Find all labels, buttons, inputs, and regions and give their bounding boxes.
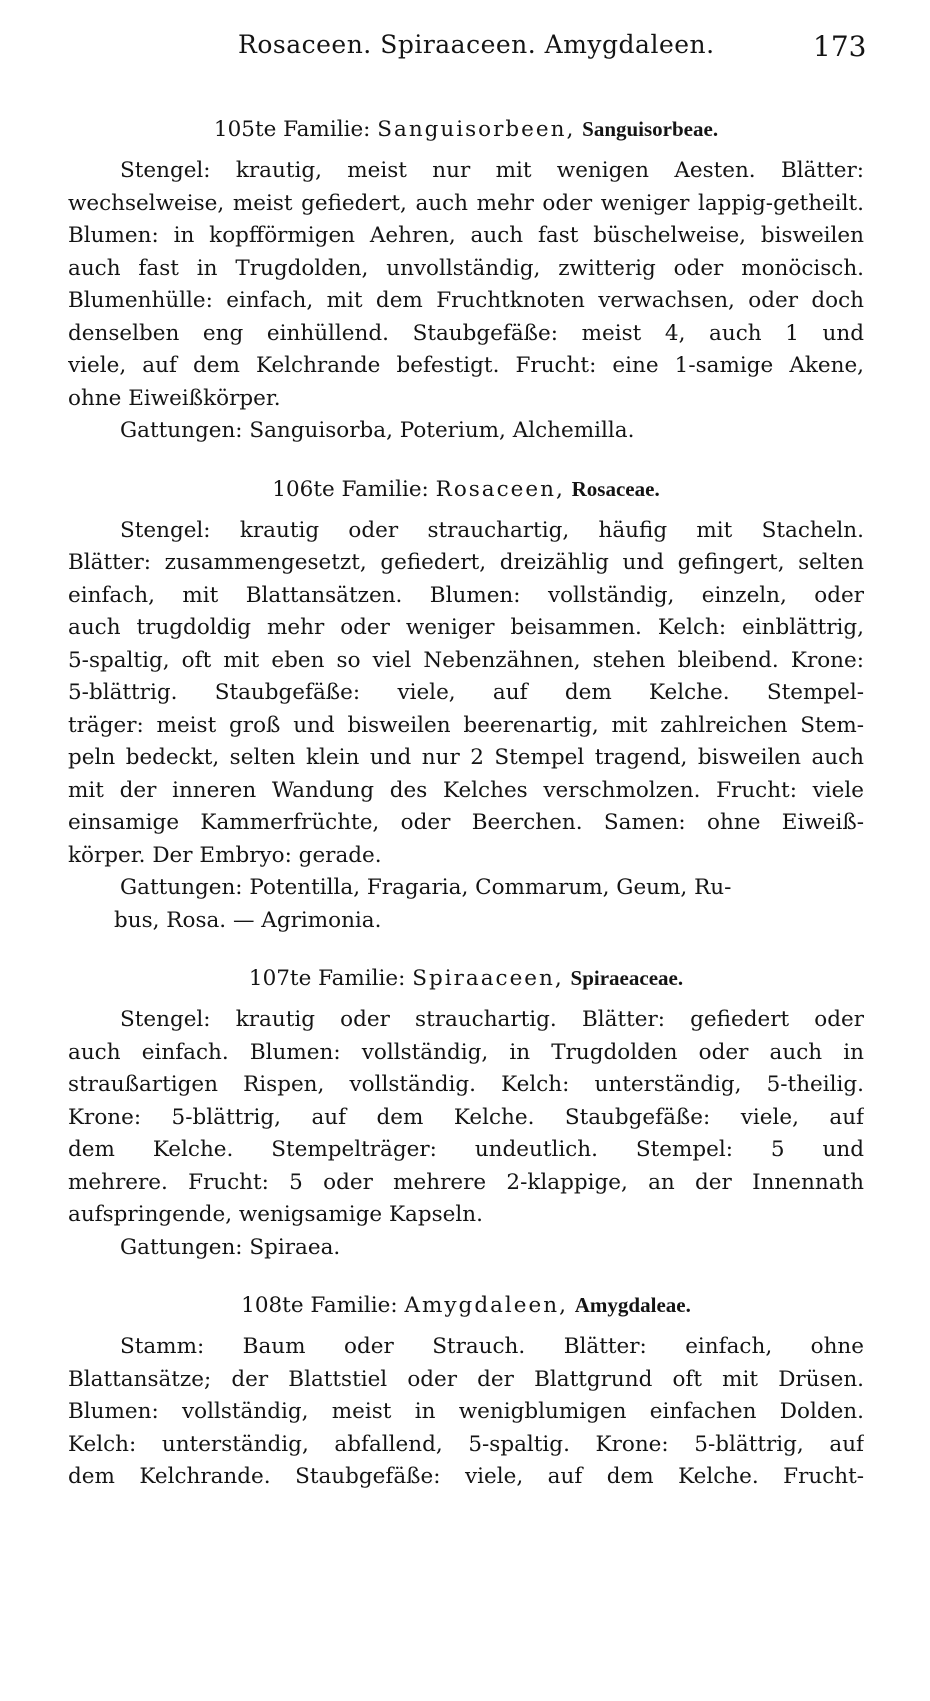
family-heading xyxy=(68,961,864,995)
section-gap xyxy=(68,1264,864,1288)
family-name: Sanguisorbeen, xyxy=(377,117,576,142)
family-106 xyxy=(68,472,864,938)
family-number: 108te xyxy=(241,1293,304,1318)
text-line: dem Kelchrande. Staubgefäße: viele, auf dem Kelche. Frucht- xyxy=(68,1464,864,1489)
genera-line: Gattungen: Potentilla, Fragaria, Commarum, Geum, Ru- xyxy=(120,875,732,900)
genera-line: Gattungen: Spiraea. xyxy=(120,1234,341,1260)
family-latin-name: Amygdaleae. xyxy=(574,1293,691,1317)
text-line: körper. Der Embryo: gerade. xyxy=(68,842,382,868)
text-line: auch fast in Trugdolden, unvollständig, zwitterig oder monöcisch. xyxy=(68,255,864,281)
text-line: 5-spaltig, oft mit eben so viel Nebenzähnen, stehen bleibend. Krone: xyxy=(68,647,864,673)
running-head xyxy=(0,30,930,70)
family-number: 106te xyxy=(272,476,335,502)
family-number: 107te xyxy=(248,966,312,991)
family-108 xyxy=(68,1288,864,1494)
family-label: Familie: xyxy=(341,476,429,502)
family-latin-name: Sanguisorbeae. xyxy=(582,117,719,141)
family-label: Familie: xyxy=(318,966,406,991)
text-line: Blätter: zusammengesetzt, gefiedert, dreizählig und gefingert, selten xyxy=(68,550,864,575)
family-105 xyxy=(68,112,864,448)
family-latin-name: Rosaceae. xyxy=(571,476,660,501)
family-label: Familie: xyxy=(310,1293,398,1318)
text-line: Blumen: vollständig, meist in wenigblumigen einfachen Dolden. xyxy=(68,1399,864,1424)
family-heading xyxy=(68,1288,864,1322)
text-line: viele, auf dem Kelchrande befestigt. Frucht: eine 1-samige Akene, xyxy=(68,353,864,378)
text-line: mehrere. Frucht: 5 oder mehrere 2-klappige, an der Innennath xyxy=(68,1169,864,1195)
family-107 xyxy=(68,961,864,1264)
text-line: Stengel: krautig, meist nur mit wenigen Aesten. Blätter: xyxy=(120,158,864,183)
family-name: Spiraaceen, xyxy=(412,966,564,991)
text-line: dem Kelche. Stempelträger: undeutlich. Stempel: 5 und xyxy=(68,1137,864,1162)
text-line: Stengel: krautig oder strauchartig. Blätter: gefiedert oder xyxy=(120,1007,864,1032)
text-line: Stamm: Baum oder Strauch. Blätter: einfach, ohne xyxy=(120,1334,864,1359)
family-heading xyxy=(68,112,864,146)
text-line: Krone: 5-blättrig, auf dem Kelche. Staubgefäße: viele, auf xyxy=(68,1104,864,1130)
text-line: 5-blättrig. Staubgefäße: viele, auf dem Kelche. Stempel- xyxy=(68,680,864,705)
page-number: 173 xyxy=(813,30,867,63)
text-line: ohne Eiweißkörper. xyxy=(68,385,281,411)
text-line: peln bedeckt, selten klein und nur 2 Stempel tragend, bisweilen auch xyxy=(68,745,864,770)
text-line: mit der inneren Wandung des Kelches verschmolzen. Frucht: viele xyxy=(68,777,864,803)
text-line: wechselweise, meist gefiedert, auch mehr oder weniger lappig-getheilt. xyxy=(68,190,864,216)
text-line: auch trugdoldig mehr oder weniger beisammen. Kelch: einblättrig, xyxy=(68,615,864,640)
text-line: auch einfach. Blumen: vollständig, in Trugdolden oder auch in xyxy=(68,1039,864,1065)
text-line: straußartigen Rispen, vollständig. Kelch: unterständig, 5-theilig. xyxy=(68,1072,864,1097)
text-line: einsamige Kammerfrüchte, oder Beerchen. Samen: ohne Eiweiß- xyxy=(68,810,864,835)
family-name: Amygdaleen, xyxy=(404,1293,568,1318)
genera-line: bus, Rosa. — Agrimonia. xyxy=(114,907,382,933)
text-line: Kelch: unterständig, abfallend, 5-spaltig. Krone: 5-blättrig, auf xyxy=(68,1431,864,1457)
text-line: aufspringende, wenigsamige Kapseln. xyxy=(68,1202,483,1227)
section-gap xyxy=(68,937,864,961)
family-latin-name: Spiraeaceae. xyxy=(570,966,684,990)
page-body xyxy=(68,112,864,1494)
text-line: Stengel: krautig oder strauchartig, häufig mit Stacheln. xyxy=(120,517,864,543)
section-gap xyxy=(68,448,864,472)
family-name: Rosaceen, xyxy=(435,476,565,502)
text-line: Blumenhülle: einfach, mit dem Fruchtknoten verwachsen, oder doch xyxy=(68,288,864,313)
running-title: Rosaceen. Spiraaceen. Amygdaleen. xyxy=(238,30,715,59)
text-line: Blumen: in kopfförmigen Aehren, auch fast büschelweise, bisweilen xyxy=(68,223,864,248)
genera-line: Gattungen: Sanguisorba, Poterium, Alchemilla. xyxy=(120,418,635,443)
family-heading xyxy=(68,472,864,506)
family-label: Familie: xyxy=(283,117,371,142)
text-line: träger: meist groß und bisweilen beerenartig, mit zahlreichen Stem- xyxy=(68,712,864,738)
family-number: 105te xyxy=(213,117,277,142)
text-line: Blattansätze; der Blattstiel oder der Blattgrund oft mit Drüsen. xyxy=(68,1366,864,1392)
text-line: einfach, mit Blattansätzen. Blumen: vollständig, einzeln, oder xyxy=(68,582,864,608)
text-line: denselben eng einhüllend. Staubgefäße: meist 4, auch 1 und xyxy=(68,320,864,346)
